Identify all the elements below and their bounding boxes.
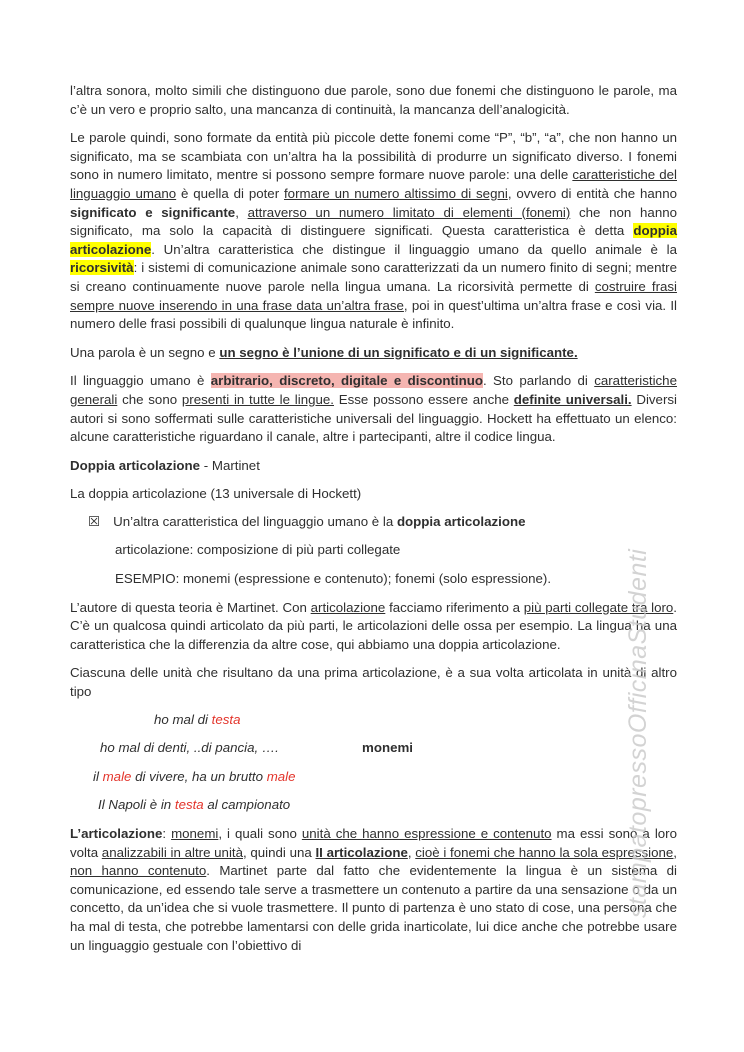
- text-run: ho mal di: [154, 711, 212, 727]
- text-run: monemi: [171, 826, 219, 841]
- universali-paragraph: [70, 372, 677, 446]
- martinet-paragraph: [70, 599, 677, 655]
- example-line-4: [70, 796, 677, 815]
- text-run: Diversi autori si sono soffermati sulle caratteristiche universali del linguaggio. Hockett ha effettuato un elenco: alcune caratteristiche riguardano il canale, altre i partecipanti, altre il codice lingua.: [70, 391, 677, 445]
- text-run: definite universali.: [513, 391, 632, 407]
- text-run: unità che hanno espressione e contenuto: [301, 826, 552, 841]
- text-run: ricorsività: [70, 260, 134, 276]
- fonemi-paragraph: [70, 129, 677, 334]
- text-run: arbitrario, discreto, digitale e discontinuo: [210, 373, 483, 389]
- text-run: è quella di poter: [176, 185, 284, 201]
- text-run: Il linguaggio umano è: [70, 373, 211, 389]
- text-run: male: [266, 768, 296, 784]
- text-run: significato e significante: [70, 204, 236, 220]
- text-run: di vivere, ha un brutto: [131, 768, 267, 784]
- text-run: ma essi sono a loro volta: [70, 826, 677, 860]
- page-content: [70, 82, 677, 965]
- text-run: ho mal di denti, ..di pancia, ….: [100, 740, 279, 756]
- text-run: che non hanno significato, ma solo la capacità di distinguere significati. Questa caratteristica è detta: [70, 204, 678, 239]
- text-run: cioè i fonemi che hanno la sola espressione, non hanno contenuto: [70, 844, 677, 879]
- ciascuna-paragraph: [70, 664, 677, 701]
- text-run: . Martinet parte dal fatto che evidentemente la lingua è un sistema di comunicazione, ed essendo tale serve a trasmettere un contenuto a partire da una sensazione o da un concetto, da un’idea che si vuole trasmettere. Il punto di partenza è uno stato di cose, una persona che ha mal di testa, che potrebbe lamentarsi con delle grida inarticolate, lui dice anche che potrebbe usare un linguaggio gestuale con l’obiettivo di: [70, 863, 677, 953]
- text-run: il: [93, 768, 103, 784]
- text-run: più parti collegate tra loro: [523, 599, 674, 615]
- bullet-item: [70, 513, 677, 532]
- checkbox-icon: ☒: [88, 513, 101, 529]
- text-run: Ciascuna delle unità che risultano da una prima articolazione, è a sua volta articolata in unità di altro tipo: [70, 665, 677, 700]
- text-run: Esse possono essere anche: [333, 391, 514, 407]
- text-run: costruire frasi sempre nuove inserendo in una frase data un’altra frase: [70, 278, 677, 313]
- text-run: doppia articolazione: [70, 223, 677, 257]
- text-run: ESEMPIO: monemi (espressione e contenuto); fonemi (solo espressione).: [115, 571, 552, 587]
- text-run: . Sto parlando di: [483, 373, 595, 389]
- text-run: formare un numero altissimo di segni: [283, 185, 508, 201]
- text-run: . Un’altra caratteristica che distingue il linguaggio umano da quello animale è la: [151, 241, 677, 257]
- text-run: Doppia articolazione: [70, 457, 201, 473]
- text-run: monemi: [362, 740, 413, 756]
- text-run: attraverso un numero limitato di elementi (fonemi): [247, 204, 571, 220]
- text-run: articolazione: composizione di più parti collegate: [115, 542, 401, 558]
- text-run: articolazione: [310, 599, 386, 615]
- text-run: L’articolazione: [70, 826, 163, 841]
- text-run: La doppia articolazione (13 universale di Hockett): [70, 486, 362, 502]
- text-run: , ovvero di entità che hanno: [507, 185, 677, 201]
- example-line-1: [70, 711, 677, 730]
- text-run: , quindi una: [243, 844, 316, 860]
- hockett-line: [70, 485, 677, 504]
- text-run: : i sistemi di comunicazione animale sono caratterizzati da un numero finito di segni; mentre si creano continuamente nuove parole nella lingua umana. La ricorsività permette di: [70, 260, 677, 294]
- text-run: , poi in quest’ultima un’altra frase e così via. Il numero delle frasi possibili di qualunque lingua naturale è infinito.: [70, 297, 677, 332]
- text-run: doppia articolazione: [396, 513, 526, 529]
- text-run: Il Napoli è in: [98, 797, 175, 813]
- text-run: male: [102, 768, 132, 784]
- bullet-item-text: [113, 513, 677, 532]
- text-run: testa: [174, 797, 204, 813]
- text-run: testa: [211, 711, 241, 727]
- text-run: che sono: [117, 391, 182, 407]
- articolazione-definition-line: [70, 541, 677, 560]
- text-run: Le parole quindi, sono formate da entità più piccole dette fonemi come “P”, “b”, “a”, che non hanno un significato, ma se scambiata con un’altra ha la possibilità di produrre un significato diverso. I fonemi sono in numero limitato, mentre si possono sempre formare nuove parole: una delle: [70, 130, 677, 183]
- text-run: l’altra sonora, molto simili che distinguono due parole, sono due fonemi che distinguono le parole, ma c’è un vero e proprio salto, una mancanza di continuità, la mancanza dell’analogicità.: [70, 83, 677, 117]
- segno-line: [70, 344, 677, 363]
- text-run: un segno è l’unione di un significato e di un significante.: [219, 344, 578, 360]
- text-run: , i quali sono: [218, 826, 302, 841]
- articolazione-final-paragraph: [70, 825, 677, 955]
- text-run: presenti in tutte le lingue.: [181, 391, 334, 407]
- esempio-line: [70, 570, 677, 589]
- text-run: - Martinet: [200, 457, 260, 473]
- example-line-2: [70, 739, 677, 758]
- text-run: ,: [235, 204, 248, 220]
- text-run: ,: [407, 844, 416, 860]
- text-run: Un’altra caratteristica del linguaggio umano è la: [113, 513, 397, 529]
- doppia-articolazione-heading: [70, 457, 677, 476]
- text-run: L’autore di questa teoria è Martinet. Con: [70, 599, 311, 615]
- example-line-3: [70, 768, 677, 787]
- intro-paragraph: [70, 82, 677, 119]
- text-run: II articolazione: [315, 844, 408, 860]
- text-run: analizzabili in altre unità: [101, 844, 243, 860]
- text-run: :: [162, 826, 172, 841]
- watermark: stampatopressoOfficinaStudenti: [624, 548, 652, 918]
- text-run: . C’è un qualcosa quindi articolato da più parti, le articolazioni delle ossa per esempio. La lingua ha una caratteristica che la differenzia da altre cose, qui abbiamo una doppia articolazione.: [70, 599, 677, 652]
- text-run: caratteristiche generali: [70, 373, 677, 407]
- text-run: Una parola è un segno e: [70, 344, 220, 360]
- text-run: facciamo riferimento a: [385, 599, 524, 615]
- text-run: al campionato: [203, 797, 291, 813]
- text-run: caratteristiche del linguaggio umano: [70, 167, 677, 201]
